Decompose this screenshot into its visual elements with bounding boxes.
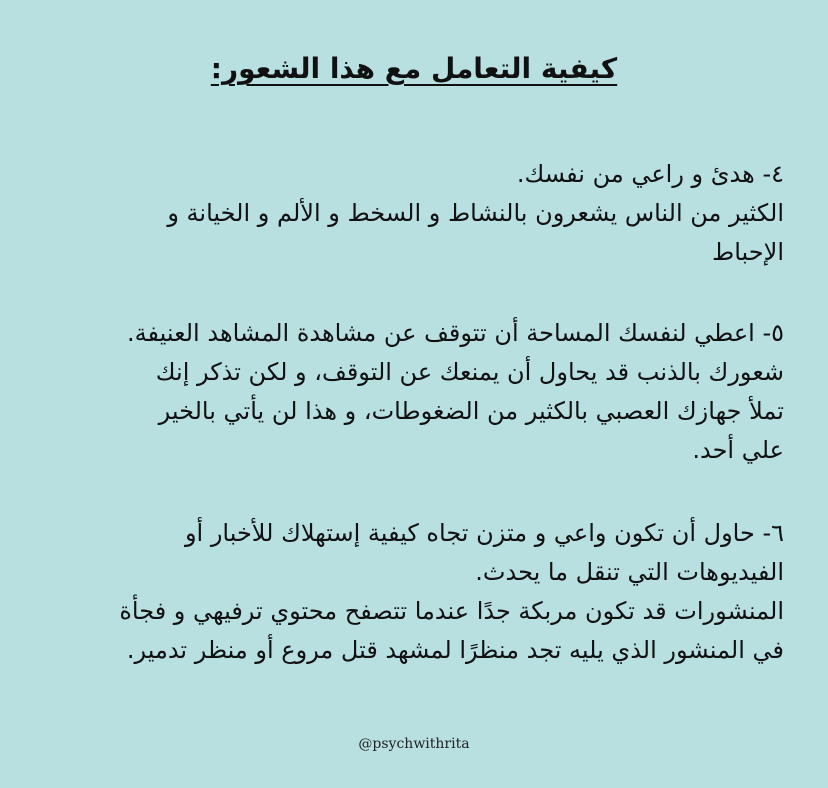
section-6 bbox=[24, 514, 784, 670]
section-6-line-1: ٦- حاول أن تكون واعي و متزن تجاه كيفية إستهلاك للأخبار أو bbox=[184, 519, 784, 547]
section-5 bbox=[24, 314, 784, 470]
section-4 bbox=[24, 155, 784, 272]
section-6-line-2: الفيديوهات التي تنقل ما يحدث. bbox=[475, 558, 784, 586]
section-4-line-1: ٤- هدئ و راعي من نفسك. bbox=[516, 160, 784, 188]
page-title: كيفية التعامل مع هذا الشعور: bbox=[210, 52, 618, 85]
section-5-line-1: ٥- اعطي لنفسك المساحة أن تتوقف عن مشاهدة المشاهد العنيفة. bbox=[127, 319, 784, 347]
section-4-line-2: الكثير من الناس يشعرون بالنشاط و السخط و الألم و الخيانة و bbox=[167, 199, 784, 227]
author-handle: @psychwithrita bbox=[358, 736, 470, 752]
section-5-line-4: علي أحد. bbox=[692, 436, 784, 464]
section-5-line-3: تملأ جهازك العصبي بالكثير من الضغوطات، و هذا لن يأتي بالخير bbox=[158, 397, 784, 425]
section-5-line-2: شعورك بالذنب قد يحاول أن يمنعك عن التوقف، و لكن تذكر إنك bbox=[155, 358, 784, 386]
section-6-line-4: في المنشور الذي يليه تجد منظرًا لمشهد قتل مروع أو منظر تدمير. bbox=[126, 636, 784, 664]
section-4-line-3: الإحباط bbox=[712, 238, 784, 266]
section-6-line-3: المنشورات قد تكون مربكة جدًا عندما تتصفح محتوي ترفيهي و فجأة bbox=[119, 597, 784, 625]
